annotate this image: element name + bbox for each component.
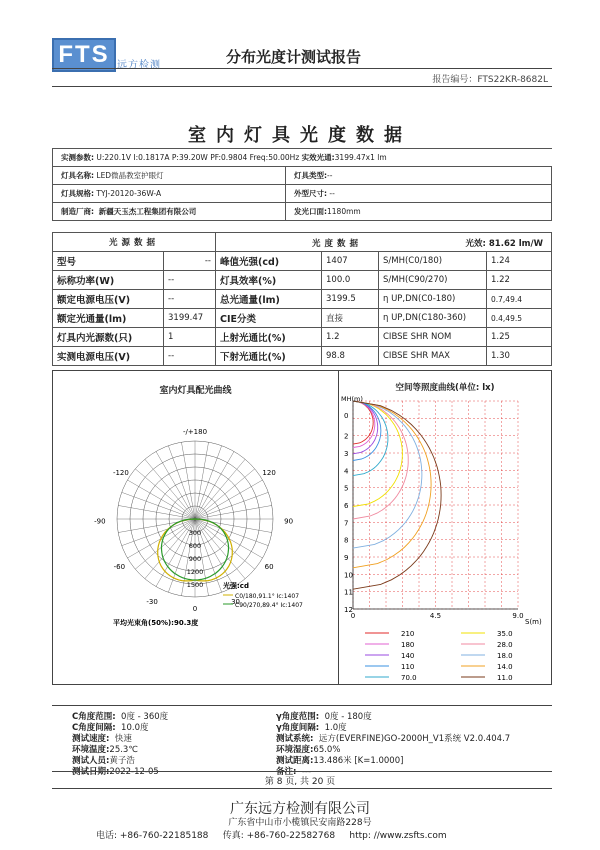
flux-label: 实效光通:: [301, 153, 335, 162]
row-label: η UP,DN(C0-180): [379, 290, 487, 309]
lamp-info-table: [52, 148, 552, 221]
efficacy-value: 光效: 81.62 lm/W: [465, 239, 543, 249]
humidity-label: 环境湿度:: [276, 745, 314, 755]
polar-radial-label: 300: [188, 529, 202, 537]
row-label: 灯具内光源数(只): [53, 328, 164, 347]
params-label: 实测参数:: [61, 153, 94, 162]
maker-value: 新疆天玉杰工程集团有限公司: [98, 207, 197, 216]
iso-legend-value: 11.0: [497, 674, 513, 682]
row-value: 1.25: [487, 328, 552, 347]
meta-top-divider: [52, 705, 552, 706]
maker-label: 制造厂商:: [61, 207, 94, 216]
header-divider: [52, 68, 552, 69]
system-label: 测试系统:: [276, 734, 314, 744]
row-value: --: [164, 252, 216, 271]
row-label: S/MH(C90/270): [379, 271, 487, 290]
polar-legend-title: 光强:cd: [223, 582, 249, 590]
iso-y-tick: 2: [344, 432, 349, 441]
iso-legend-value: 18.0: [497, 652, 513, 660]
iso-y-tick: 5: [344, 484, 349, 493]
polar-radial-label: 600: [188, 542, 202, 550]
iso-curves: [353, 401, 441, 589]
iso-curve-14.0: [353, 401, 431, 568]
iso-curve-18.0: [353, 401, 422, 548]
remark-value: ---: [301, 767, 312, 777]
row-value: --: [164, 271, 216, 290]
iso-x-axis-label: S(m): [525, 618, 542, 626]
g-step-value: 1.0度: [324, 723, 347, 733]
polar-angle-label: -/+180: [182, 427, 208, 436]
table-row: [53, 252, 552, 271]
iso-y-tick: 9: [344, 554, 349, 562]
row-label: 额定光通量(lm): [53, 309, 164, 328]
footer-contact: [96, 828, 447, 841]
footer-phone: 电话: +86-760-22185188: [96, 831, 209, 841]
beam-angle: 平均光束角(50%):90.3度: [113, 619, 199, 627]
table-row: [53, 290, 552, 309]
row-label: 型号: [53, 252, 164, 271]
iso-chart: [339, 371, 551, 684]
opening-value: 1180mm: [327, 207, 361, 216]
iso-legend-value: 110: [401, 663, 415, 671]
remark-label: 备注:: [276, 767, 297, 777]
polar-chart: [53, 371, 338, 684]
row-value: 100.0: [322, 271, 379, 290]
row-label: 下射光通比(%): [216, 347, 322, 366]
row-value: --: [164, 347, 216, 366]
polar-radial-label: 900: [188, 555, 202, 563]
photometric-data-header: 光度数据: [312, 239, 363, 249]
report-header-title: 分布光度计测试报告: [226, 48, 362, 66]
iso-y-tick: 6: [344, 502, 349, 510]
row-label: 灯具效率(%): [216, 271, 322, 290]
temp-label: 环境温度:: [72, 745, 110, 755]
row-value: 3199.5: [322, 290, 379, 309]
params-value: U:220.1V I:0.1817A P:39.20W PF:0.9804 Freq:50.00Hz: [96, 153, 300, 162]
iso-y-tick: 3: [344, 450, 349, 458]
table-row: [53, 328, 552, 347]
polar-chart-title: 室内灯具配光曲线: [159, 386, 232, 396]
row-label: 额定电源电压(V): [53, 290, 164, 309]
opening-label: 发光口面:: [294, 207, 327, 216]
header-divider-2: [52, 86, 552, 87]
date-label: 测试日期:: [72, 767, 110, 777]
page-title: 室内灯具光度数据: [188, 125, 412, 146]
size-label: 外型尺寸:: [294, 189, 327, 198]
iso-legend-value: 28.0: [497, 641, 513, 649]
row-value: 1.2: [322, 328, 379, 347]
row-label: CIBSE SHR MAX: [379, 347, 487, 366]
table-row: [53, 309, 552, 328]
row-label: 总光通量(lm): [216, 290, 322, 309]
polar-radial-label: 1200: [186, 568, 204, 576]
footer-fax: 传真: +86-760-22582768: [222, 831, 336, 841]
iso-legend-value: 14.0: [497, 663, 513, 671]
speed-value: 快速: [114, 734, 132, 744]
tester-label: 测试人员:: [72, 756, 110, 766]
size-value: --: [329, 189, 335, 198]
polar-radial-label: 1500: [186, 581, 204, 589]
iso-legend-value: 180: [401, 641, 415, 649]
row-label: 上射光通比(%): [216, 328, 322, 347]
polar-chart-panel: [52, 370, 339, 685]
polar-grid: [94, 428, 293, 613]
g-range-value: 0度 - 180度: [324, 712, 372, 722]
row-value: 1.30: [487, 347, 552, 366]
speed-label: 测试速度:: [72, 734, 110, 744]
polar-angle-label: 60: [264, 562, 274, 571]
lamp-type-value: --: [327, 171, 333, 180]
lamp-name-label: 灯具名称:: [61, 171, 94, 180]
page-info: 第 8 页, 共 20 页: [264, 777, 336, 787]
polar-angle-label: 0: [192, 604, 198, 613]
tester-value: 黄子浩: [109, 756, 135, 766]
flux-value: 3199.47x1 lm: [334, 153, 387, 162]
row-label: 标称功率(W): [53, 271, 164, 290]
report-number: 报告编号：FTS22KR-8682L: [432, 75, 548, 85]
lamp-name-value: LED微晶教室护眼灯: [96, 171, 164, 180]
polar-angle-label: -120: [112, 469, 129, 478]
row-value: 1407: [322, 252, 379, 271]
iso-x-tick: 0: [350, 612, 356, 620]
row-value: 1.22: [487, 271, 552, 290]
lamp-type-label: 灯具类型:: [294, 171, 327, 180]
polar-angle-label: 90: [284, 517, 294, 526]
row-value: 1: [164, 328, 216, 347]
logo-text: 远方检测: [117, 60, 161, 71]
g-step-label: γ角度间隔:: [276, 723, 320, 733]
iso-chart-panel: [338, 370, 552, 685]
c-step-label: C角度间隔:: [72, 723, 116, 733]
iso-y-tick: 0: [344, 411, 349, 420]
row-value: 0.4,49.5: [487, 309, 552, 328]
footer-website[interactable]: http: //www.zsfts.com: [349, 831, 447, 841]
iso-legend: [365, 630, 513, 682]
temp-value: 25.3℃: [109, 745, 138, 755]
row-value: 直接: [322, 309, 379, 328]
humidity-value: 65.0%: [313, 745, 341, 755]
polar-legend-c0: C0/180,91.1° Ic:1407: [235, 593, 300, 600]
polar-angle-label: -90: [94, 517, 106, 526]
footer-address: 广东省中山市小榄镇民安南路228号: [228, 818, 372, 828]
c-range-label: C角度范围:: [72, 712, 116, 722]
row-label: CIE分类: [216, 309, 322, 328]
row-value: --: [164, 290, 216, 309]
row-label: 峰值光强(cd): [216, 252, 322, 271]
iso-x-tick: 9.0: [512, 612, 524, 620]
iso-x-tick: 4.5: [429, 612, 442, 620]
iso-y-tick: 10: [344, 571, 353, 580]
iso-legend-value: 140: [401, 652, 415, 660]
row-value: 98.8: [322, 347, 379, 366]
iso-curve-28.0: [353, 401, 408, 519]
polar-angle-label: -60: [113, 562, 126, 571]
polar-legend-c90: C90/270,89.4° Ic:1407: [235, 602, 303, 609]
row-value: 1.24: [487, 252, 552, 271]
row-label: 实测电源电压(V): [53, 347, 164, 366]
c-step-value: 10.0度: [121, 723, 149, 733]
distance-label: 测试距离:: [276, 756, 314, 766]
iso-y-tick: 7: [344, 519, 349, 528]
row-label: CIBSE SHR NOM: [379, 328, 487, 347]
footer-company: 广东远方检测有限公司: [230, 801, 370, 817]
iso-grid: [344, 401, 524, 620]
source-data-header: 光源数据: [53, 233, 216, 252]
spec-value: TYJ-20120-36W-A: [96, 189, 162, 198]
table-row: [53, 347, 552, 366]
test-meta-left: [72, 712, 168, 778]
date-value: 2022-12-05: [109, 767, 159, 777]
polar-angle-label: 120: [262, 469, 276, 478]
iso-y-axis-label: MH(m): [341, 395, 363, 403]
iso-y-tick: 12: [344, 606, 353, 614]
logo-mark: FTS: [58, 41, 110, 68]
spec-label: 灯具规格:: [61, 189, 94, 198]
table-row: [53, 271, 552, 290]
company-logo: [52, 38, 116, 72]
g-range-label: γ角度范围:: [276, 712, 320, 722]
c-range-value: 0度 - 360度: [121, 712, 169, 722]
iso-y-tick: 8: [344, 536, 349, 545]
iso-chart-title: 空间等照度曲线(单位: lx): [395, 383, 495, 393]
distance-value: 13.486米 [K=1.0000]: [313, 756, 404, 766]
row-label: η UP,DN(C180-360): [379, 309, 487, 328]
system-value: 远方(EVERFINE)GO-2000H_V1系统 V2.0.404.7: [318, 734, 511, 744]
row-label: S/MH(C0/180): [379, 252, 487, 271]
meta-bottom-divider: [52, 771, 552, 772]
polar-angle-label: -30: [146, 597, 158, 606]
polar-angle-label: 30: [231, 597, 241, 606]
row-value: 0.7,49.4: [487, 290, 552, 309]
row-value: 3199.47: [164, 309, 216, 328]
footer-divider: [52, 788, 552, 789]
iso-legend-value: 210: [401, 630, 415, 638]
iso-y-tick: 4: [344, 467, 349, 476]
iso-y-tick: 11: [344, 588, 353, 597]
test-meta-right: [276, 712, 510, 778]
photometric-data-table: [52, 232, 552, 366]
iso-legend-value: 70.0: [401, 674, 417, 682]
iso-legend-value: 35.0: [497, 630, 513, 638]
iso-curve-110: [353, 401, 381, 461]
